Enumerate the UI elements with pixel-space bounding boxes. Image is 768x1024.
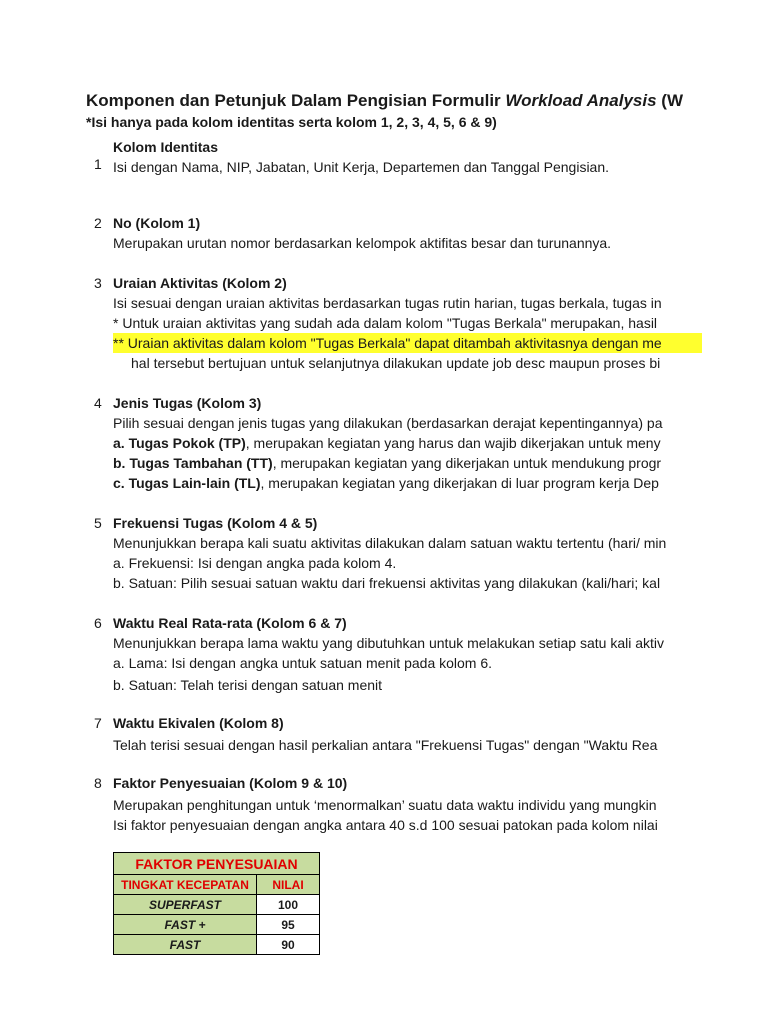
section-text: * Untuk uraian aktivitas yang sudah ada dalam kolom "Tugas Berkala" merupakan, hasil <box>113 315 658 331</box>
value-cell: 100 <box>257 895 320 915</box>
adjustment-factor-table <box>113 852 320 955</box>
section-number: 3 <box>94 275 102 291</box>
section-text: a. Frekuensi: Isi dengan angka pada kolom 4. <box>113 555 397 571</box>
section-number: 4 <box>94 395 102 411</box>
table-row <box>114 935 320 955</box>
section-text: Merupakan penghitungan untuk ‘menormalkan’ suatu data waktu individu yang mungkin <box>113 797 657 813</box>
section-text: Isi dengan Nama, NIP, Jabatan, Unit Kerja, Departemen dan Tanggal Pengisian. <box>113 159 610 175</box>
section-heading: Waktu Ekivalen (Kolom 8) <box>113 715 284 731</box>
section-number: 1 <box>94 156 102 172</box>
section-number: 5 <box>94 515 102 531</box>
section-text: Pilih sesuai dengan jenis tugas yang dilakukan (berdasarkan derajat kepentingannya) pa <box>113 415 663 431</box>
task-type-item: c. Tugas Lain-lain (TL), merupakan kegiatan yang dikerjakan di luar program kerja Dep <box>113 475 659 491</box>
section-text: Telah terisi sesuai dengan hasil perkalian antara "Frekuensi Tugas" dengan "Waktu Rea <box>113 737 658 753</box>
table-row <box>114 915 320 935</box>
section-number: 6 <box>94 615 102 631</box>
task-type-item: b. Tugas Tambahan (TT), merupakan kegiatan yang dikerjakan untuk mendukung progr <box>113 455 662 471</box>
value-cell: 90 <box>257 935 320 955</box>
section-text: b. Satuan: Telah terisi dengan satuan menit <box>113 677 383 693</box>
section-heading: Uraian Aktivitas (Kolom 2) <box>113 275 287 291</box>
section-text: Menunjukkan berapa kali suatu aktivitas dilakukan dalam satuan waktu tertentu (hari/ min <box>113 535 667 551</box>
section-number: 2 <box>94 215 102 231</box>
task-type-item: a. Tugas Pokok (TP), merupakan kegiatan yang harus dan wajib dikerjakan untuk meny <box>113 435 661 451</box>
table-title: FAKTOR PENYESUAIAN <box>114 853 320 875</box>
speed-level-cell: FAST + <box>114 915 257 935</box>
section-heading: Faktor Penyesuaian (Kolom 9 & 10) <box>113 775 348 791</box>
speed-level-cell: SUPERFAST <box>114 895 257 915</box>
section-heading: Frekuensi Tugas (Kolom 4 & 5) <box>113 515 318 531</box>
column-header-level: TINGKAT KECEPATAN <box>114 875 257 895</box>
section-text: Isi sesuai dengan uraian aktivitas berdasarkan tugas rutin harian, tugas berkala, tugas in <box>113 295 662 311</box>
section-heading: Kolom Identitas <box>113 139 219 155</box>
section-heading: No (Kolom 1) <box>113 215 201 231</box>
speed-level-cell: FAST <box>114 935 257 955</box>
highlighted-note: ** Uraian aktivitas dalam kolom "Tugas Berkala" dapat ditambah aktivitasnya dengan me <box>113 333 702 353</box>
section-text: Isi faktor penyesuaian dengan angka antara 40 s.d 100 sesuai patokan pada kolom nilai <box>113 817 658 833</box>
section-heading: Jenis Tugas (Kolom 3) <box>113 395 262 411</box>
section-number: 7 <box>94 715 102 731</box>
section-text: hal tersebut bertujuan untuk selanjutnya dilakukan update job desc maupun proses bi <box>131 355 661 371</box>
section-heading: Waktu Real Rata-rata (Kolom 6 & 7) <box>113 615 347 631</box>
column-header-value: NILAI <box>257 875 320 895</box>
page-subtitle: *Isi hanya pada kolom identitas serta kolom 1, 2, 3, 4, 5, 6 & 9) <box>86 114 497 130</box>
section-text: Merupakan urutan nomor berdasarkan kelompok aktifitas besar dan turunannya. <box>113 235 612 251</box>
page-title: Komponen dan Petunjuk Dalam Pengisian Formulir Workload Analysis (W <box>86 91 683 110</box>
section-number: 8 <box>94 775 102 791</box>
value-cell: 95 <box>257 915 320 935</box>
table-row <box>114 895 320 915</box>
section-text: a. Lama: Isi dengan angka untuk satuan menit pada kolom 6. <box>113 655 493 671</box>
section-text: b. Satuan: Pilih sesuai satuan waktu dari frekuensi aktivitas yang dilakukan (kali/hari; kal <box>113 575 661 591</box>
section-text: Menunjukkan berapa lama waktu yang dibutuhkan untuk melakukan setiap satu kali aktiv <box>113 635 664 651</box>
